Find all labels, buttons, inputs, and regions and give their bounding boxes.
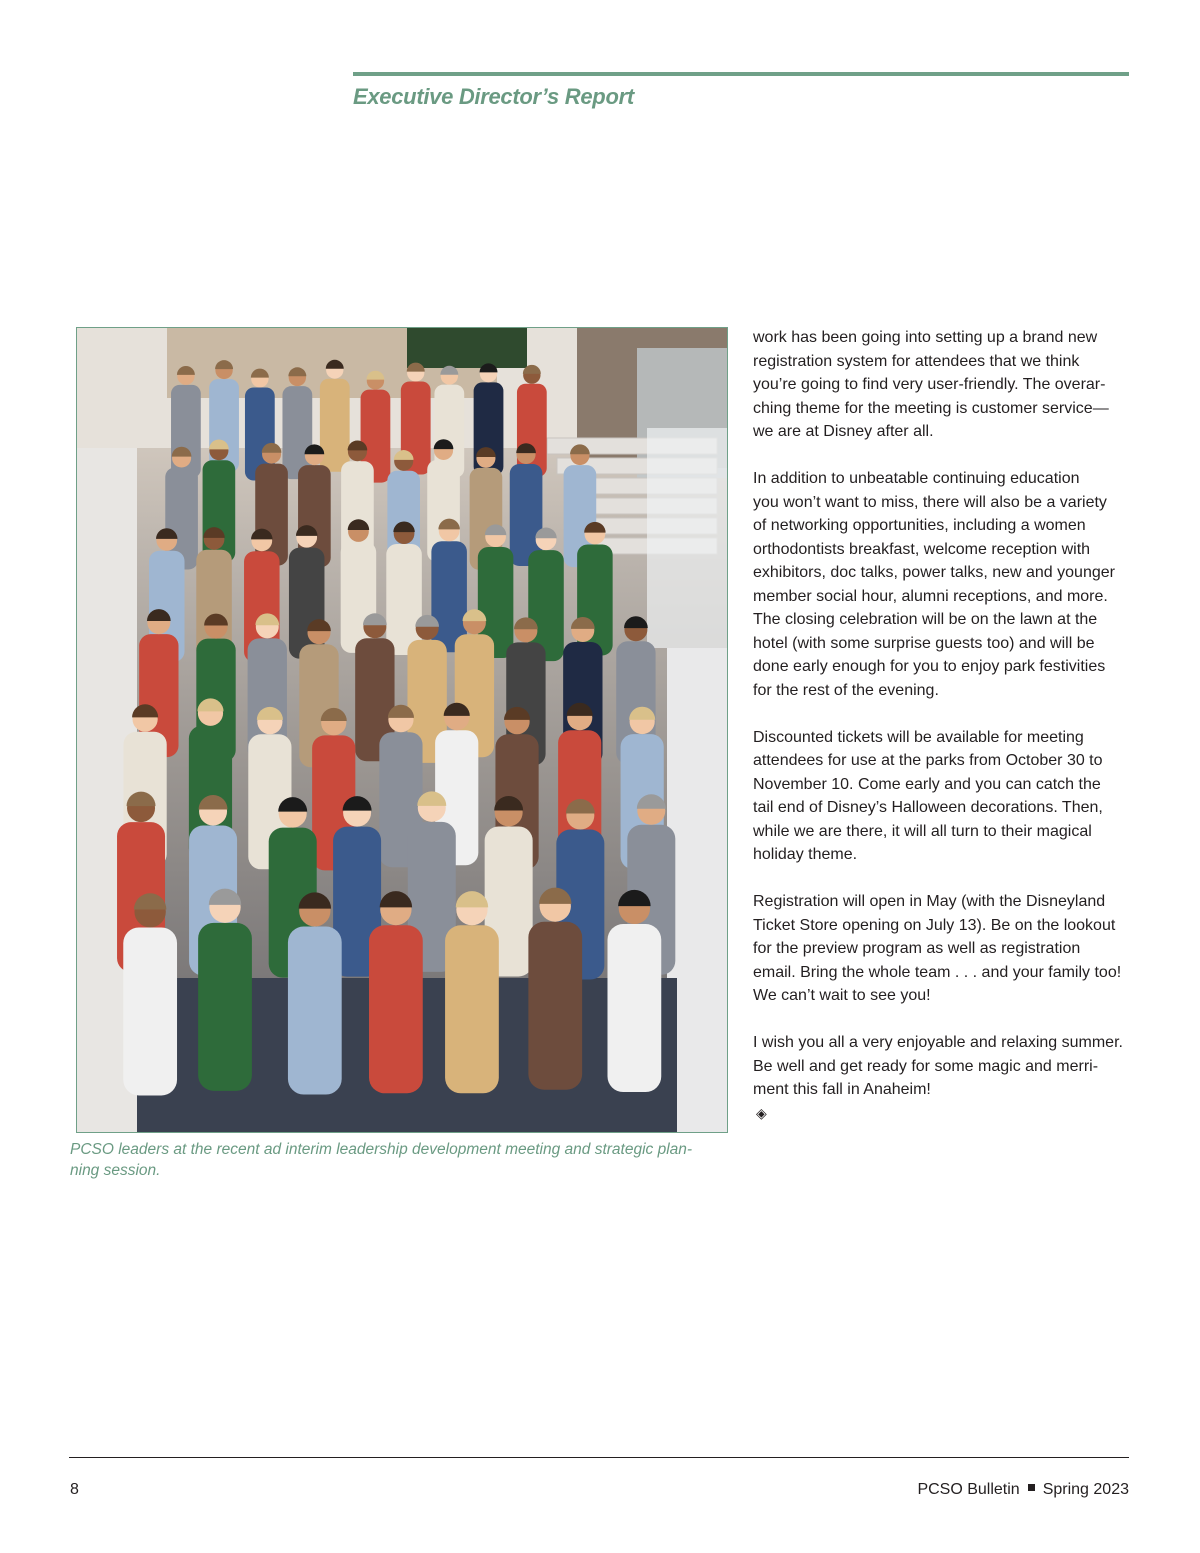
end-of-article-icon: ◈: [756, 1104, 767, 1121]
photo-caption: PCSO leaders at the recent ad interim leadership development meeting and strategic plan- ning session.: [70, 1141, 693, 1179]
paragraph: I wish you all a very enjoyable and relaxing summer. Be well and get ready for some magic and merri- ment this fall in Anaheim! ◈: [753, 1031, 1133, 1125]
paragraph: Registration will open in May (with the Disneyland Ticket Store opening on July 13). Be on the lookout for the preview program as well as registration email. Bring the whole team . . . and your family too! We can’t wait to see you!: [753, 893, 1122, 1004]
section-title: Executive Director’s Report: [353, 84, 634, 109]
page-number: 8: [70, 1481, 79, 1498]
header-rule: [353, 72, 1129, 76]
paragraph: Discounted tickets will be available for meeting attendees for use at the parks from October 30 to November 10. Come early and you can catch the tail end of Disney’s Halloween decorations. Then, while we are there, it will all turn to their magical holiday theme.: [753, 728, 1103, 863]
footer-publication: [917, 1481, 1129, 1499]
square-bullet-icon: [1028, 1484, 1035, 1491]
paragraph: In addition to unbeatable continuing education you won’t want to miss, there will also be a variety of networking opportunities, including a women orthodontists breakfast, welcome reception with exhibitors, doc talks, power talks, new and younger member social hour, alumni receptions, and more. The closing celebration will be on the lawn at the hotel (with some surprise guests too) and will be done early enough for you to enjoy park festivities for the rest of the evening.: [753, 470, 1115, 699]
publication-name: PCSO Bulletin: [917, 1481, 1020, 1498]
issue-label: Spring 2023: [1042, 1481, 1129, 1498]
article-body: [753, 326, 1133, 1149]
group-photo: [76, 327, 728, 1133]
paragraph: work has been going into setting up a brand new registration system for attendees that we think you’re going to find very user-friendly. The overar- ching theme for the meeting is customer service— we are at Disney after all.: [753, 329, 1109, 440]
footer-rule: [69, 1457, 1129, 1458]
